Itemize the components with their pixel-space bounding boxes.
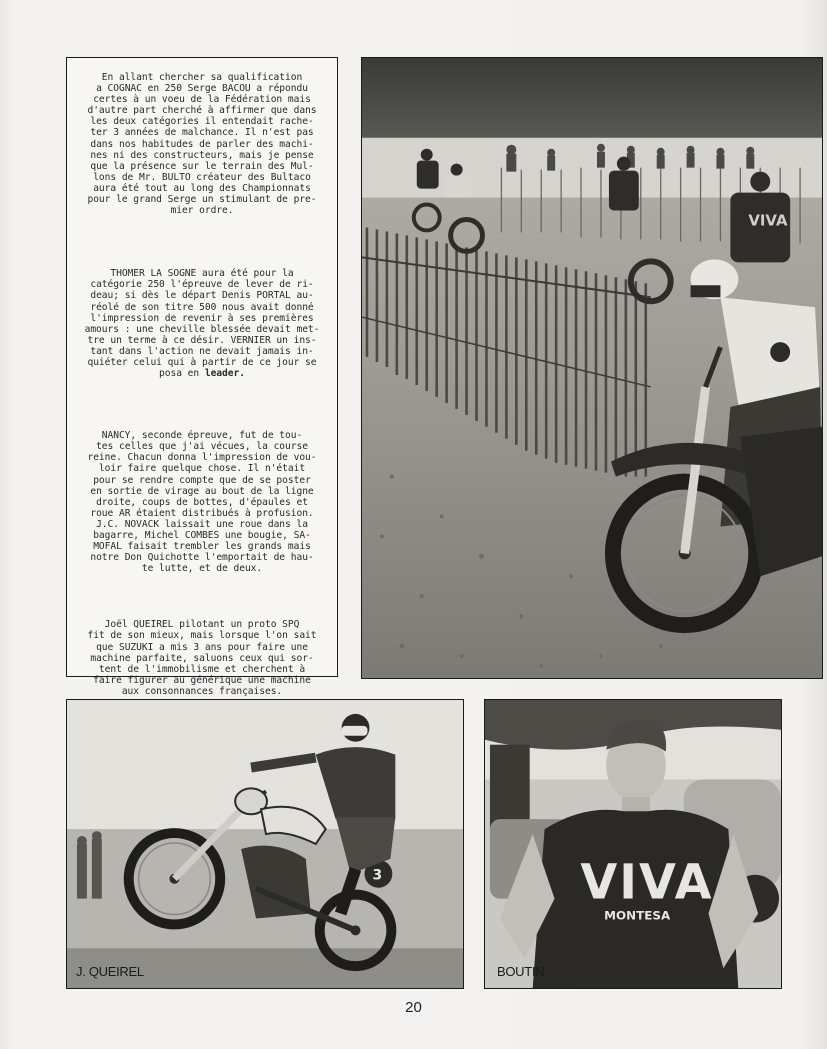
portrait-photo-illustration [485,700,781,988]
photo-queirel-wheelie [66,699,464,989]
paragraph-nancy: NANCY, seconde épreuve, fut de tou- tes celles que j'ai vécues, la course reine. Chacun donna l'impression de vou- loir faire quelque chose. Il n'était pour se rendre compte que de se poster en sortie de virage au bout de la ligne droite, coups de bottes, d'épaules et roue AR étaient distribués à profusion. J.C. NOVACK laissait une roue dans la bagarre, Michel COMBES une bougie, SA- MOFAL faisait trembler les grands mais notre Don Quichotte l'emportait de hau- te lutte, et de deux. [87,430,317,575]
shirt-montesa-text: MONTESA [604,908,671,923]
article-text-box [66,57,338,697]
paragraph-queirel: Joël QUEIREL pilotant un proto SPQ fit de son mieux, mais lorsque l'on sait que SUZUKI a mis 3 ans pour faire une machine parfaite, saluons ceux qui sor- tent de l'immobilisme et cherchent à faire figurer au générique une machine aux consonnances françaises. [87,619,317,697]
race-photo-illustration [362,58,822,678]
bold-leader: leader [204,368,240,380]
paragraph-cognac: En allant chercher sa qualification a COGNAC en 250 Serge BACOU a répondu certes à un voeu de la Fédération mais d'autre part cherché à affirmer que dans les deux catégories il entendait rache- ter 3 années de malchance. Il n'est pas dans nos habitudes de parler des machi- nes ni des constructeurs, mais je pense que la présence sur le terrain des Mul- lons de Mr. BULTO créateur des Bultaco aura été tout au long des Championnats pour le grand Serge un stimulant de pre- mier ordre. [87,72,317,217]
photo-motocross-race [361,57,823,679]
paragraph-thomer [79,268,325,379]
photo-boutin-portrait [484,699,782,989]
shirt-viva-text: VIVA [580,855,714,911]
bike-number: 3 [372,867,383,884]
rider-jersey-text: VIVA [748,211,788,230]
caption-queirel: J. QUEIREL [76,964,144,979]
wheelie-photo-illustration [67,700,463,988]
page-number: 20 [405,999,422,1016]
bold-leader-period: . [239,368,245,380]
caption-boutin: BOUTIN [497,964,545,979]
paragraph-thomer-text: THOMER LA SOGNE aura été pour la catégorie 250 l'épreuve de lever de ri- deau; si dès le départ Denis PORTAL au- réolé de son titre 500 nous avait donné l'impression de revenir à ses premières amours : une cheville blessée devait met- tre un terme à ce désir. VERNIER un ins- tant dans l'action ne devait jamais in- quiéter celui qui à partir de ce jour se posa en [84,268,320,380]
